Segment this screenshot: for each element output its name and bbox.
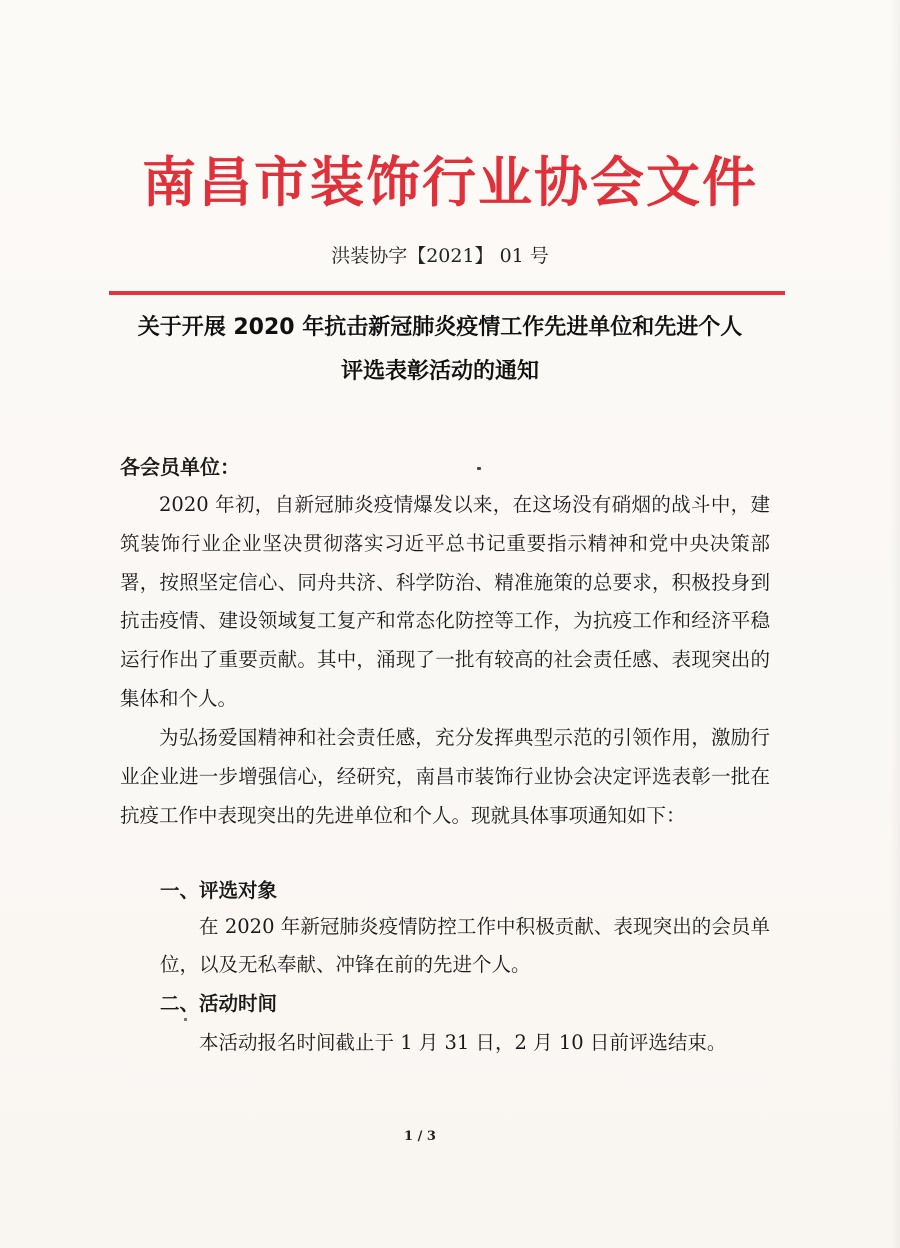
section-heading-evaluation-target: 一、评选对象 bbox=[160, 879, 278, 902]
org-document-title: 南昌市装饰行业协会文件 bbox=[142, 151, 758, 214]
salutation: 各会员单位： bbox=[120, 455, 240, 479]
scan-speck bbox=[477, 467, 481, 470]
body-paragraph-2: 为弘扬爱国精神和社会责任感，充分发挥典型示范的引领作用，激励行业企业进一步增强信心，经研究，南昌市装饰行业协会决定评选表彰一批在抗疫工作中表现突出的先进单位和个人。现就具体事项通知如下： bbox=[120, 726, 770, 827]
section-text-activity-time: 本活动报名时间截止于 1 月 31 日，2 月 10 日前评选结束。 bbox=[199, 1031, 727, 1054]
notice-title-line-1: 关于开展 2020 年抗击新冠肺炎疫情工作先进单位和先进个人 bbox=[137, 315, 743, 340]
page-number: 1 / 3 bbox=[404, 1129, 436, 1144]
red-divider-line bbox=[109, 291, 785, 295]
section-text-evaluation-target: 在 2020 年新冠肺炎疫情防控工作中积极贡献、表现突出的会员单位，以及无私奉献、冲锋在前的先进个人。 bbox=[160, 915, 770, 976]
section-heading-activity-time: 二、活动时间 bbox=[160, 992, 278, 1015]
notice-title-line-2: 评选表彰活动的通知 bbox=[340, 359, 539, 384]
document-number: 洪装协字【2021】 01 号 bbox=[331, 245, 549, 267]
body-paragraph-1: 2020 年初，自新冠肺炎疫情爆发以来，在这场没有硝烟的战斗中，建筑装饰行业企业坚决贯彻落实习近平总书记重要指示精神和党中央决策部署，按照坚定信心、同舟共济、科学防治、精准施策的总要求，积极投身到抗击疫情、建设领域复工复产和常态化防控等工作，为抗疫工作和经济平稳运行作出了重要贡献。其中，涌现了一批有较高的社会责任感、表现突出的集体和个人。 bbox=[120, 493, 770, 710]
